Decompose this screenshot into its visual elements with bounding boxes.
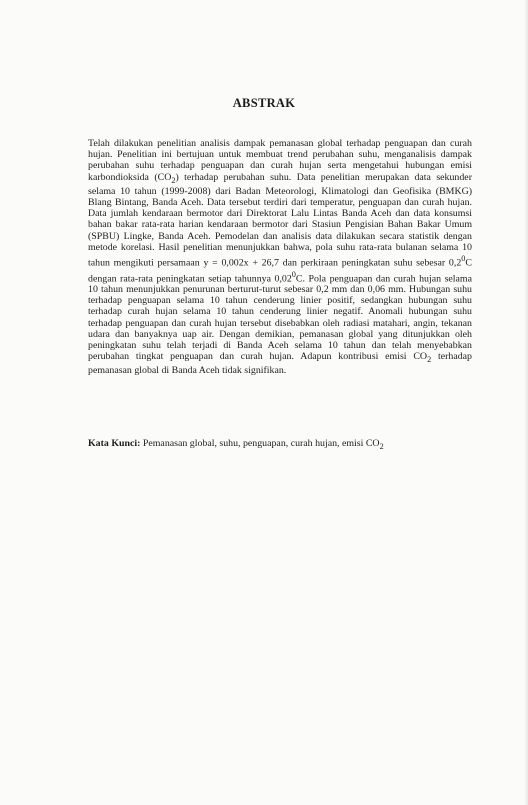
degree-superscript: 0 bbox=[291, 269, 296, 279]
co2-subscript: 2 bbox=[171, 175, 176, 185]
keywords-text: Pemanasan global, suhu, penguapan, curah hujan, emisi CO bbox=[140, 438, 380, 449]
abstract-text-part-1: Telah dilakukan penelitian analisis dampak pemanasan global terhadap penguapan dan curah hujan. Penelitian ini bertujuan untuk membuat trend perubahan suhu, menganalisis dampak perubahan suhu terhadap penguapan dan curah hujan serta mengetahui hubungan emisi karbondioksida (CO bbox=[88, 138, 472, 183]
degree-superscript: 0 bbox=[461, 254, 466, 263]
keywords-line bbox=[88, 438, 472, 452]
abstract-text-part-2: ) terhadap perubahan suhu. Data penelitian merupakan data sekunder selama 10 tahun (1999-2008) dari Badan Meteorologi, Klimatologi dan Geofisika (BMKG) Blang Bintang, Banda Aceh. Data tersebut terdiri dari temperatur, penguapan dan curah hujan. Data jumlah kendaraan bermotor dari Direktorat Lalu Lintas Banda Aceh dan data konsumsi bahan bakar rata-rata harian kendaraan bermotor dari Stasiun Pengisian Bahan Bakar Umum (SPBU) Lingke, Banda Aceh. Pemodelan dan analisis data dilakukan secara statistik dengan metode korelasi. Hasil penelitian menunjukkan bahwa, pola suhu rata-rata bulanan selama 10 tahun mengikuti persamaan y = 0,002x + 26,7 dan perkiraan peningkatan suhu sebesar 0,2 bbox=[88, 171, 472, 269]
abstract-title: ABSTRAK bbox=[232, 96, 296, 110]
keywords-label: Kata Kunci: bbox=[88, 438, 141, 449]
abstract-text-part-3: C dengan rata-rata peningkatan setiap tahunnya 0,02 bbox=[88, 257, 472, 284]
abstract-text-part-5: terhadap pemanasan global di Banda Aceh tidak signifikan. bbox=[88, 351, 472, 377]
abstract-text-part-4: C. Pola penguapan dan curah hujan selama 10 tahun menunjukkan penurunan berturut-turut sebesar 0,2 mm dan 0,06 mm. Hubungan suhu terhadap penguapan selama 10 tahun cenderung linier positif, sedangkan hubungan suhu terhadap curah hujan selama 10 tahun cenderung linier negatif. Anomali hubungan suhu terhadap penguapan dan curah hujan tersebut disebabkan oleh radiasi matahari, angin, tekanan udara dan banyaknya uap air. Dengan demikian, pemanasan global yang ditunjukkan oleh peningkatan suhu telah terjadi di Banda Aceh selama 10 tahun dan telah menyebabkan perubahan tingkat penguapan dan curah hujan. Adapun kontribusi emisi CO bbox=[88, 272, 472, 363]
co2-subscript: 2 bbox=[427, 355, 432, 365]
co2-subscript: 2 bbox=[379, 441, 384, 451]
page-edge-shadow bbox=[524, 0, 528, 805]
abstract-body bbox=[88, 138, 472, 377]
